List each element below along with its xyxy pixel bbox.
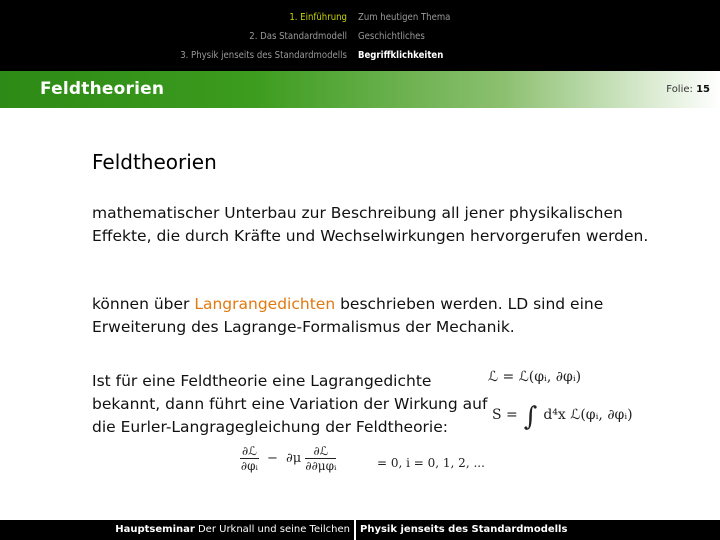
- action-lhs: S =: [492, 407, 518, 423]
- fraction-numerator: ∂ℒ: [242, 444, 257, 458]
- slide-counter-label: Folie:: [666, 84, 693, 95]
- nav-item-geschichtliches[interactable]: Geschichtliches: [358, 31, 425, 42]
- fraction-denominator: ∂φᵢ: [240, 459, 258, 473]
- fraction-denominator: ∂∂μφᵢ: [305, 459, 337, 473]
- formula-lagrangian: ℒ = ℒ(φᵢ, ∂φᵢ): [488, 369, 582, 385]
- fraction-dl-ddphi: [305, 444, 336, 473]
- nav-item-einfuehrung[interactable]: 1. Einführung: [289, 12, 347, 23]
- paragraph-lagrangedichten: [92, 293, 682, 339]
- paragraph-text: können über: [92, 295, 195, 313]
- minus-sign: −: [267, 451, 278, 466]
- title-bar: [0, 71, 720, 108]
- paragraph-text: beschrieben werden. LD sind eine Erweiterung des Lagrange-Formalismus der Mechanik.: [92, 295, 604, 336]
- header-bar: [0, 0, 720, 71]
- nav-item-standardmodell[interactable]: 2. Das Standardmodell: [249, 31, 347, 42]
- nav-item-jenseits-standardmodell[interactable]: 3. Physik jenseits des Standardmodells: [180, 50, 347, 61]
- section-title: Feldtheorien: [40, 79, 165, 99]
- footer-seminar-label: Hauptseminar: [115, 524, 195, 535]
- footer-bar: [0, 520, 720, 540]
- formula-euler-lagrange: [240, 444, 336, 473]
- integral-symbol: ∫: [523, 402, 538, 432]
- footer-divider: [354, 520, 356, 540]
- partial-mu: ∂μ: [286, 451, 302, 466]
- fraction-dl-dphi: [240, 444, 259, 473]
- footer-seminar-title: Der Urknall und seine Teilchen: [194, 524, 350, 535]
- nav-item-heutiges-thema[interactable]: Zum heutigen Thema: [358, 12, 451, 23]
- highlight-term: Langrangedichten: [194, 295, 336, 313]
- slide-counter: [666, 84, 710, 95]
- footer-seminar: [115, 524, 350, 535]
- nav-item-begrifflichkeiten[interactable]: Begriffklichkeiten: [358, 50, 444, 61]
- paragraph-variation: Ist für eine Feldtheorie eine Lagrangedichte bekannt, dann führt eine Variation der Wirkung auf die Eurler-Langragegleichung der Feldtheorie:: [92, 372, 488, 436]
- slide-heading: Feldtheorien: [92, 150, 217, 174]
- action-rhs: d⁴x ℒ(φᵢ, ∂φᵢ): [543, 407, 633, 423]
- euler-condition: = 0, i = 0, 1, 2, ...: [377, 456, 485, 470]
- chapter-nav: [0, 0, 353, 71]
- paragraph-definition: mathematischer Unterbau zur Beschreibung all jener physikalischen Effekte, die durch Kräfte und Wechselwirkungen hervorgerufen werden.: [92, 204, 649, 245]
- section-nav: [358, 0, 720, 71]
- formula-action: [492, 396, 633, 432]
- footer-talk-title: Physik jenseits des Standardmodells: [360, 524, 568, 535]
- slide-number: 15: [696, 84, 710, 95]
- fraction-numerator: ∂ℒ: [305, 444, 336, 459]
